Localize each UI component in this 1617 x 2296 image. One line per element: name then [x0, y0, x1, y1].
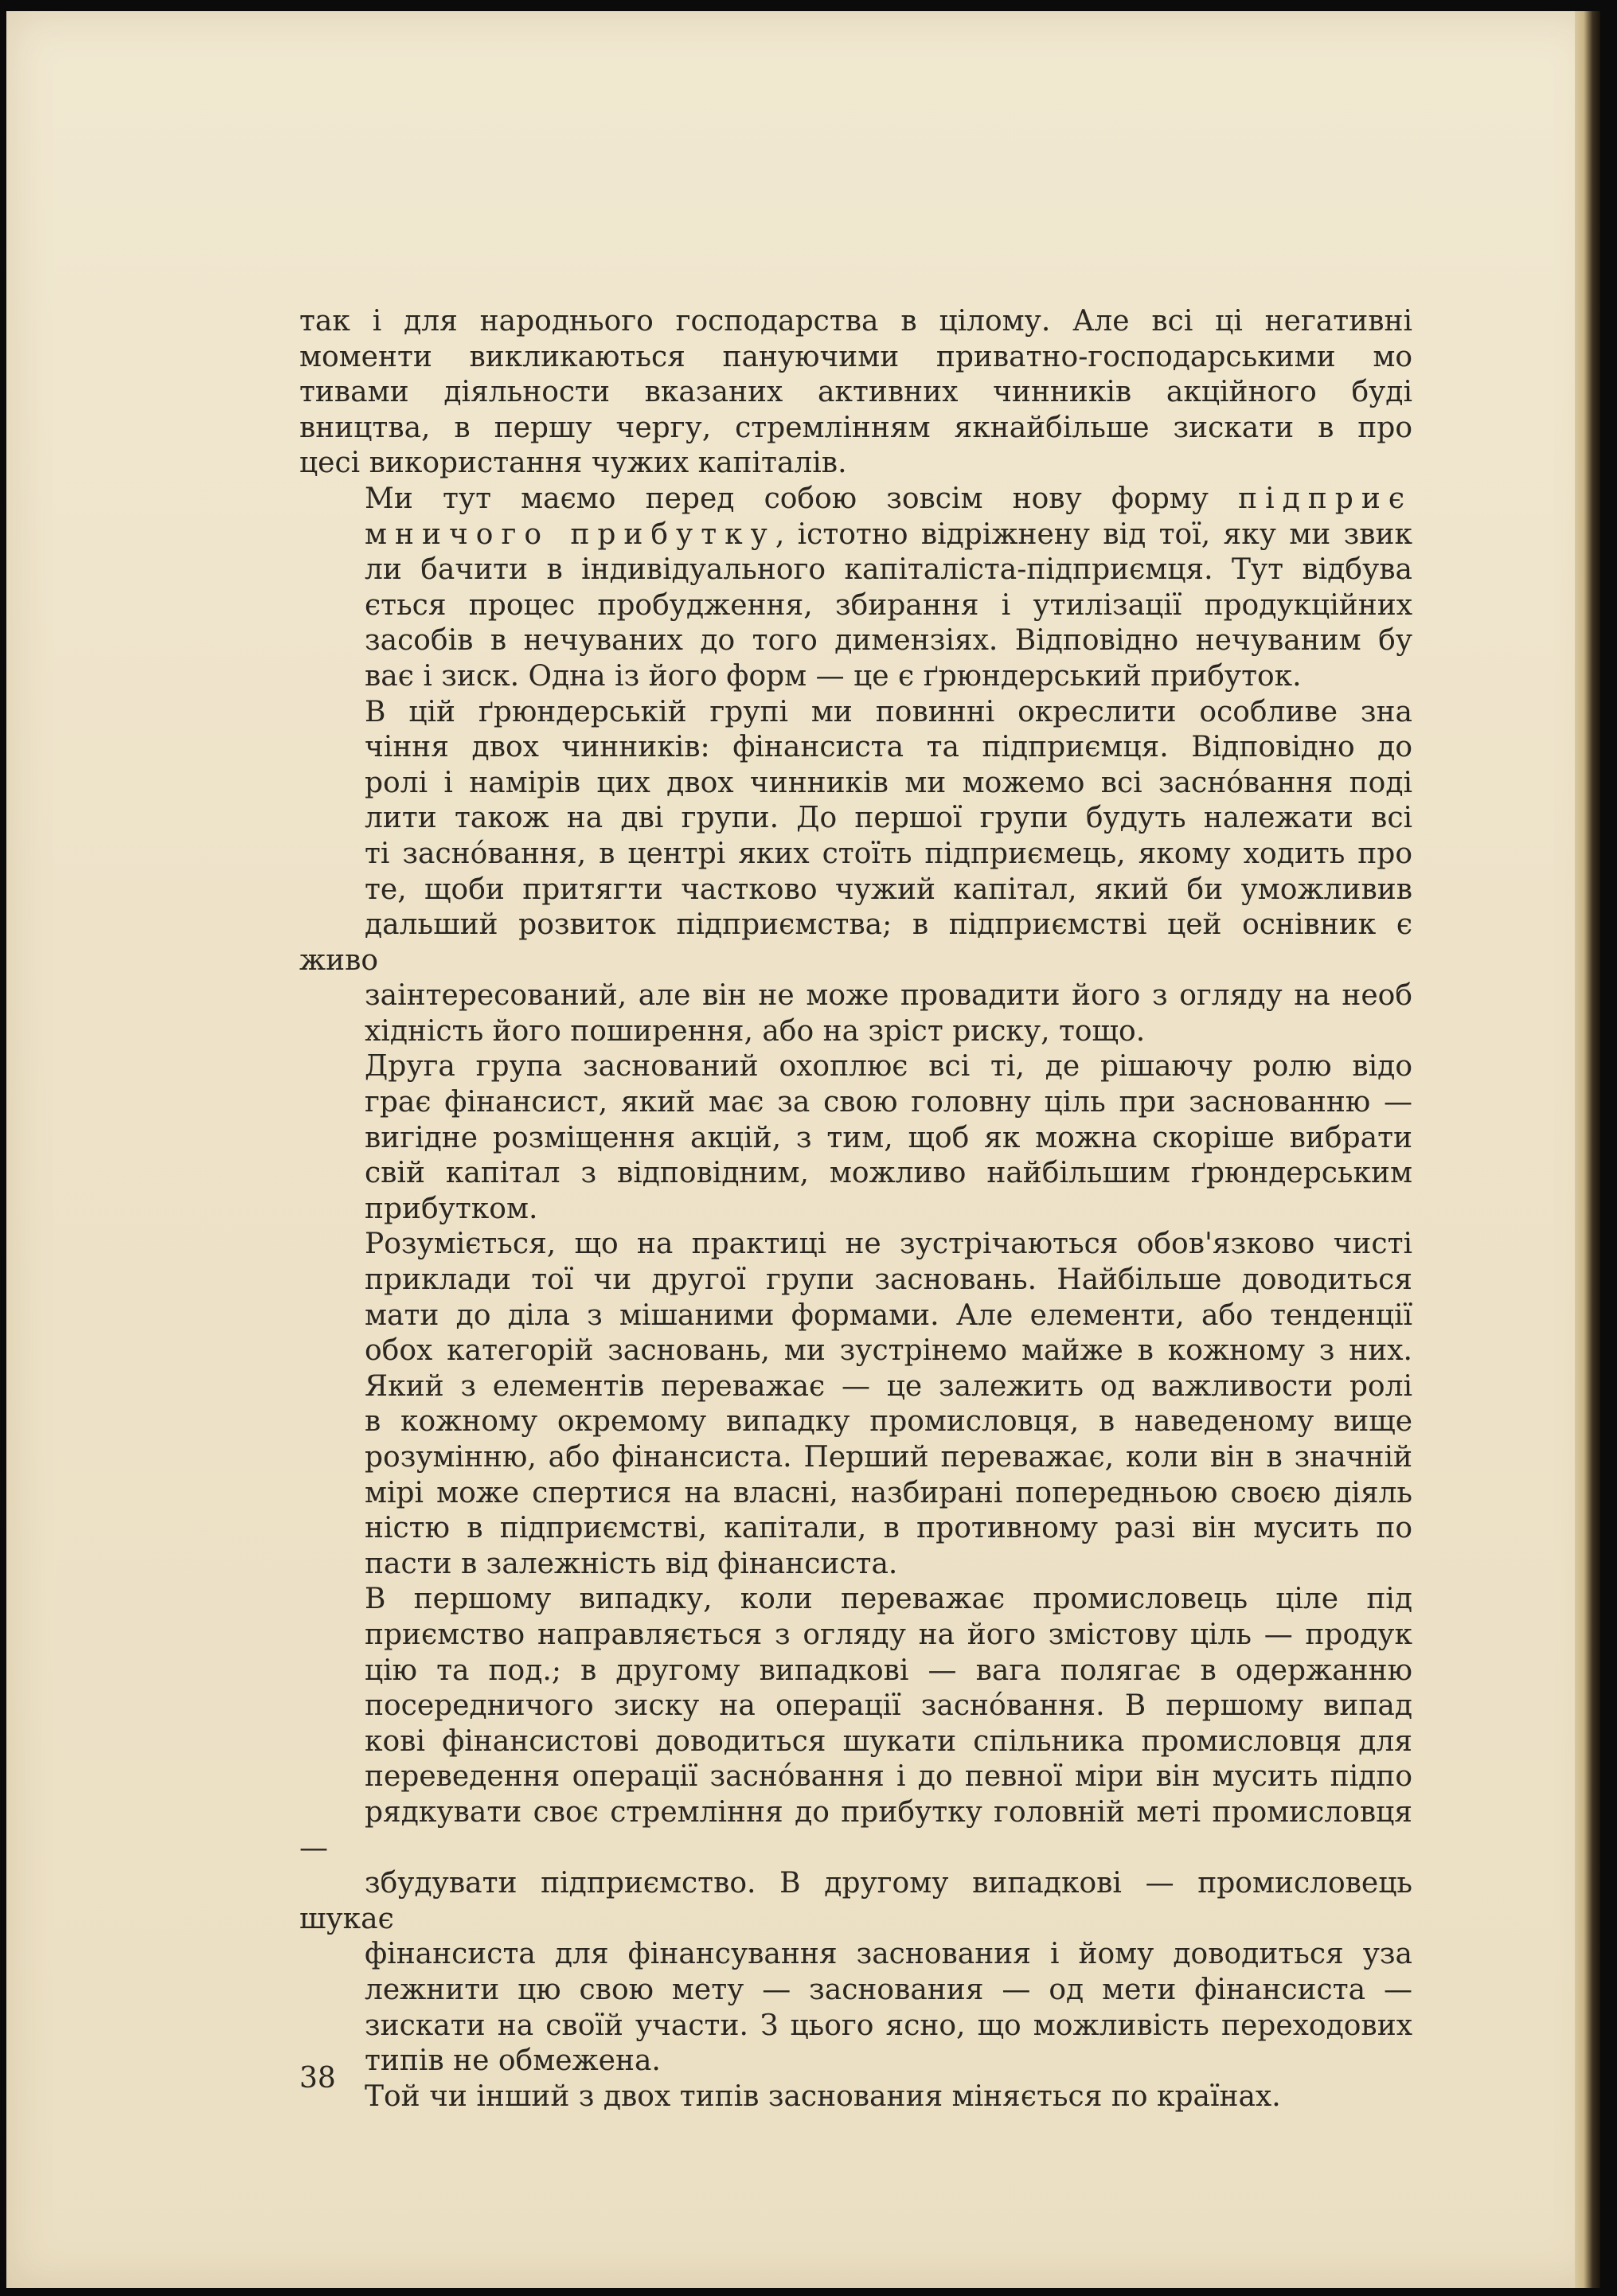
text-line: ністю в підприємстві, капітали, в противному разі він мусить по	[365, 1512, 1412, 1545]
paragraph-6	[299, 1654, 1412, 2115]
text-line: цесі використання чужих капіталів.	[299, 447, 847, 480]
text-line: приємство направляється з огляду на його змістову ціль — продук	[365, 1618, 1412, 1651]
text-line: так і для народнього господарства в цілому. Але всі ці негативні	[299, 305, 1412, 338]
text-line: В цій ґрюндерській групі ми повинні окреслити особливе зна	[365, 695, 1412, 728]
text-line: тивами діяльности вказаних активних чинників акційного буді	[299, 376, 1412, 409]
text-line: типів не обмежена.	[365, 2044, 661, 2078]
text-line: прибутком.	[365, 1192, 538, 1225]
text-line: хідність його поширення, або на зріст риску, тощо.	[365, 1014, 1146, 1048]
text-line: рядкувати своє стремління до прибутку головній меті промисловця —	[299, 1795, 1412, 1865]
text-line: мничого прибутку, істотно відріжнену від тої, яку ми звик	[365, 517, 1412, 551]
text-line: Друга група заснований охоплює всі ті, де рішаючу ролю відо	[365, 1050, 1412, 1084]
text-line: переведення операції заснóвання і до певної міри він мусить підпо	[365, 1760, 1412, 1794]
text-line: в кожному окремому випадку промисловця, в наведеному вище	[365, 1405, 1412, 1439]
text-line: ли бачити в індивідуального капіталіста-підприємця. Тут відбува	[365, 553, 1412, 587]
text-line: ває і зиск. Одна із його форм — це є ґрюндерський прибуток.	[365, 659, 1302, 693]
text-line: те, щоби притягти частково чужий капітал, який би уможливив	[365, 873, 1412, 906]
text-line: мірі може спертися на власні, назбирані попередньою своєю діяль	[365, 1476, 1412, 1509]
text-line: розумінню, або фінансиста. Перший переважає, коли він в значній	[365, 1441, 1412, 1474]
text-line: чіння двох чинників: фінансиста та підприємця. Відповідно до	[365, 731, 1412, 764]
book-page	[6, 11, 1600, 2288]
text-line: свій капітал з відповідним, можливо найбільшим ґрюндерським	[365, 1157, 1412, 1190]
paragraph-3	[299, 695, 1412, 1086]
text-line: приклади тої чи другої групи засновань. Найбільше доводиться	[365, 1263, 1412, 1297]
text-line: кові фінансистові доводиться шукати спільника промисловця для	[365, 1724, 1412, 1758]
text-line: ролі і намірів цих двох чинників ми можемо всі заснóвання поді	[365, 766, 1412, 799]
text-line: збудувати підприємство. В другому випадкові — промисловець шукає	[299, 1867, 1412, 1935]
text-line: В першому випадку, коли переважає промисловець ціле під	[365, 1583, 1412, 1616]
paragraph-4	[299, 1085, 1412, 1263]
paragraph-5	[299, 1263, 1412, 1654]
text-line: ті заснóвання, в центрі яких стоїть підприємець, якому ходить про	[365, 837, 1412, 870]
text-line: дальший розвиток підприємства; в підприємстві цей оснівник є живо	[299, 908, 1412, 977]
text-line: Розуміється, що на практиці не зустрічаються обов'язково чисті	[365, 1228, 1412, 1261]
text-line: ється процес пробудження, збирання і утилізації продукційних	[365, 588, 1412, 622]
text-line: обох категорій засновань, ми зустрінемо майже в кожному з них.	[365, 1334, 1412, 1368]
text-line: цію та под.; в другому випадкові — вага полягає в одержанню	[365, 1654, 1412, 1687]
text-line: вигідне розміщення акцій, з тим, щоб як можна скоріше вибрати	[365, 1121, 1412, 1154]
paragraph-2	[299, 482, 1412, 695]
text-line: моменти викликаються пануючими приватно-господарськими мо	[299, 340, 1412, 373]
text-line: засобів в нечуваних до того димензіях. Відповідно нечуваним бу	[365, 624, 1412, 658]
text-line: грає фінансист, який має за свою головну ціль при заснованню —	[365, 1086, 1412, 1119]
page-number: 38	[299, 2062, 336, 2095]
book-spine	[1575, 11, 1600, 2288]
body-text	[299, 304, 1412, 2114]
text-line: пасти в залежність від фінансиста.	[365, 1547, 898, 1580]
text-line: Який з елементів переважає — це залежить од важливости ролі	[365, 1369, 1412, 1403]
text-line: фінансиста для фінансування заснования і йому доводиться уза	[365, 1938, 1412, 1971]
text-line: Ми тут маємо перед собою зовсім нову форму підприє	[365, 482, 1412, 515]
text-line: зискати на своїй участи. З цього ясно, що можливість переходових	[365, 2009, 1412, 2042]
text-line: лежнити цю свою мету — заснования — од мети фінансиста —	[365, 1973, 1412, 2006]
text-line: Той чи інший з двох типів заснования міняється по країнах.	[365, 2079, 1281, 2113]
text-line: вництва, в першу чергу, стремлінням якнайбільше зискати в про	[299, 411, 1412, 444]
text-line: заінтересований, але він не може провадити його з огляду на необ	[365, 979, 1412, 1013]
text-line: посередничого зиску на операції заснóвання. В першому випад	[365, 1689, 1412, 1723]
text-line: лити також на дві групи. До першої групи будуть належати всі	[365, 802, 1412, 835]
paragraph-1	[299, 304, 1412, 482]
text-line: мати до діла з мішаними формами. Але елементи, або тенденції	[365, 1298, 1412, 1332]
